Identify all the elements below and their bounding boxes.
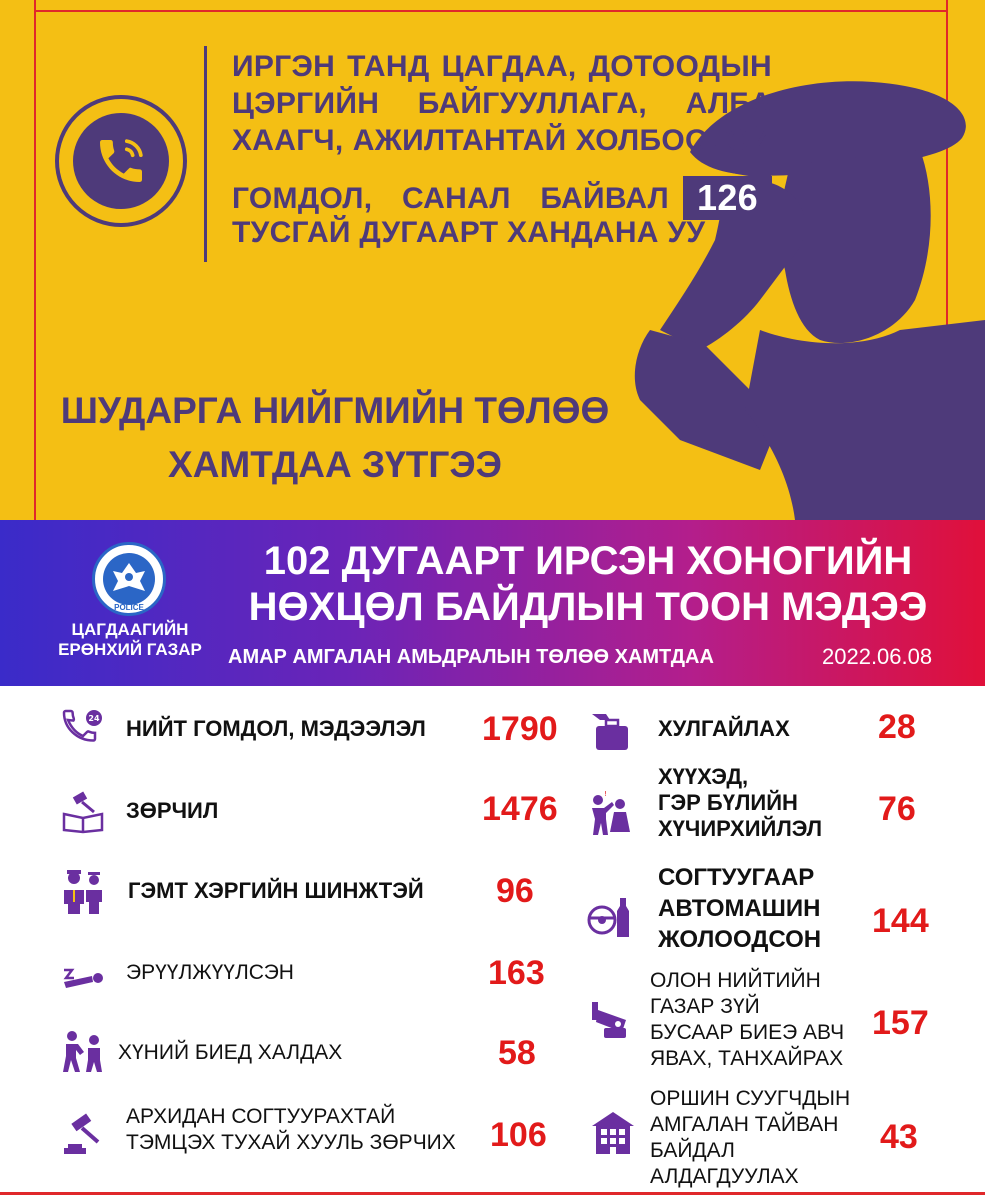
hotline-message: ИРГЭН ТАНД ЦАГДАА, ДОТООДЫН ЦЭРГИЙН БАЙГУУЛЛАГА, АЛБА ХААГЧ, АЖИЛТАНТАЙ ХОЛБООТОЙ	[232, 50, 772, 157]
stat-label-public-disorder-line-3: БУСААР БИЕЭ АВЧ	[650, 1021, 845, 1044]
assault-icon	[60, 1028, 106, 1074]
police-logo	[92, 542, 166, 616]
stat-label-alcohol-law	[126, 1104, 456, 1156]
bottom-frame-line	[0, 1192, 985, 1195]
stat-label-residents-peace-line-3: БАЙДАЛ	[650, 1139, 735, 1162]
law-book-icon	[60, 788, 106, 834]
stat-value-residents-peace: 43	[880, 1118, 918, 1156]
stat-label-public-disorder-line-4: ЯВАХ, ТАНХАЙРАХ	[650, 1047, 844, 1070]
slogan-line-2: ХАМТДАА ЗҮТГЭЭ	[168, 444, 502, 485]
stat-label-residents-peace	[650, 1086, 850, 1190]
report-title-line-1: 102 ДУГААРТ ИРСЭН ХОНОГИЙН	[263, 539, 913, 583]
stat-value-criminal: 96	[496, 872, 534, 910]
stat-value-violations: 1476	[482, 790, 558, 828]
stat-label-criminal: ГЭМТ ХЭРГИЙН ШИНЖТЭЙ	[128, 878, 424, 903]
stat-value-total: 1790	[482, 710, 558, 748]
stat-label-domestic-violence	[658, 764, 822, 842]
police-officers-icon	[60, 868, 106, 914]
stat-label-theft: ХУЛГАЙЛАХ	[658, 716, 790, 741]
stat-value-drunk-driving: 144	[872, 902, 929, 940]
phone-24-icon	[60, 706, 106, 752]
svg-text:24: 24	[88, 714, 100, 723]
report-title-line-2: НӨХЦӨЛ БАЙДЛЫН ТООН МЭДЭЭ	[248, 585, 928, 629]
hotline-word-1: ГОМДОЛ,	[232, 181, 373, 215]
stat-value-theft: 28	[878, 708, 916, 746]
stat-label-assault: ХҮНИЙ БИЕД ХАЛДАХ	[118, 1041, 343, 1064]
apartment-building-icon	[590, 1110, 636, 1156]
report-header-band	[0, 520, 985, 686]
police-logo-text: POLICE	[114, 603, 144, 612]
hotline-word-3: БАЙВАЛ	[540, 181, 670, 215]
slogan	[55, 384, 615, 492]
stat-label-alcohol-law-line-2: ТЭМЦЭХ ТУХАЙ ХУУЛЬ ЗӨРЧИХ	[126, 1131, 456, 1154]
stat-label-public-disorder-line-1: ОЛОН НИЙТИЙН	[650, 969, 821, 992]
stat-label-domestic-violence-line-1: ХҮҮХЭД,	[658, 764, 749, 789]
stat-label-violations: ЗӨРЧИЛ	[126, 798, 219, 823]
stat-label-public-disorder	[650, 968, 844, 1072]
stat-label-domestic-violence-line-2: ГЭР БҮЛИЙН	[658, 790, 798, 815]
stat-label-residents-peace-line-4: АЛДАГДУУЛАХ	[650, 1165, 799, 1188]
gavel-icon	[60, 1112, 106, 1158]
stat-value-domestic-violence: 76	[878, 790, 916, 828]
svg-text:!: !	[604, 790, 607, 798]
stat-label-residents-peace-line-2: АМГАЛАН ТАЙВАН	[650, 1113, 839, 1136]
divider-bar	[204, 46, 207, 262]
stat-label-domestic-violence-line-3: ХҮЧИРХИЙЛЭЛ	[658, 816, 823, 841]
hotline-number: 126	[683, 176, 772, 220]
drunk-driving-icon	[586, 894, 632, 940]
stat-value-assault: 58	[498, 1034, 536, 1072]
phone-icon	[55, 95, 187, 227]
stat-value-intoxicated: 163	[488, 954, 545, 992]
hotline-banner	[0, 0, 985, 520]
report-subtitle: АМАР АМГАЛАН АМЬДРАЛЫН ТӨЛӨӨ ХАМТДАА	[228, 646, 714, 668]
stat-label-drunk-driving-line-1: СОГТУУГААР	[658, 864, 815, 891]
stat-label-total: НИЙТ ГОМДОЛ, МЭДЭЭЛЭЛ	[126, 716, 426, 741]
lying-person-icon	[60, 950, 106, 996]
stat-label-alcohol-law-line-1: АРХИДАН СОГТУУРАХТАЙ	[126, 1105, 396, 1128]
stat-label-public-disorder-line-2: ГАЗАР ЗҮЙ	[650, 995, 760, 1018]
stat-label-drunk-driving	[658, 862, 821, 955]
domestic-violence-icon	[586, 790, 632, 836]
stat-label-intoxicated: ЭРҮҮЛЖҮҮЛСЭН	[126, 961, 294, 984]
theft-icon	[590, 708, 636, 754]
slogan-line-1: ШУДАРГА НИЙГМИЙН ТӨЛӨӨ	[60, 390, 610, 431]
stat-label-residents-peace-line-1: ОРШИН СУУГЧДЫН	[650, 1087, 851, 1110]
stat-label-drunk-driving-line-3: ЖОЛООДСОН	[658, 926, 822, 953]
hotline-word-2: САНАЛ	[401, 181, 511, 215]
organization-name-line-2: ЕРӨНХИЙ ГАЗАР	[58, 640, 202, 659]
stat-label-drunk-driving-line-2: АВТОМАШИН	[658, 895, 821, 922]
report-date: 2022.06.08	[822, 644, 933, 669]
report-title	[228, 538, 948, 630]
cctv-camera-icon	[588, 998, 634, 1044]
organization-name-line-1: ЦАГДААГИЙН	[71, 620, 189, 639]
organization-name	[42, 620, 218, 660]
stat-value-public-disorder: 157	[872, 1004, 929, 1042]
stat-value-alcohol-law: 106	[490, 1116, 547, 1154]
hotline-message-end: ТУСГАЙ ДУГААРТ ХАНДАНА УУ	[232, 216, 706, 249]
